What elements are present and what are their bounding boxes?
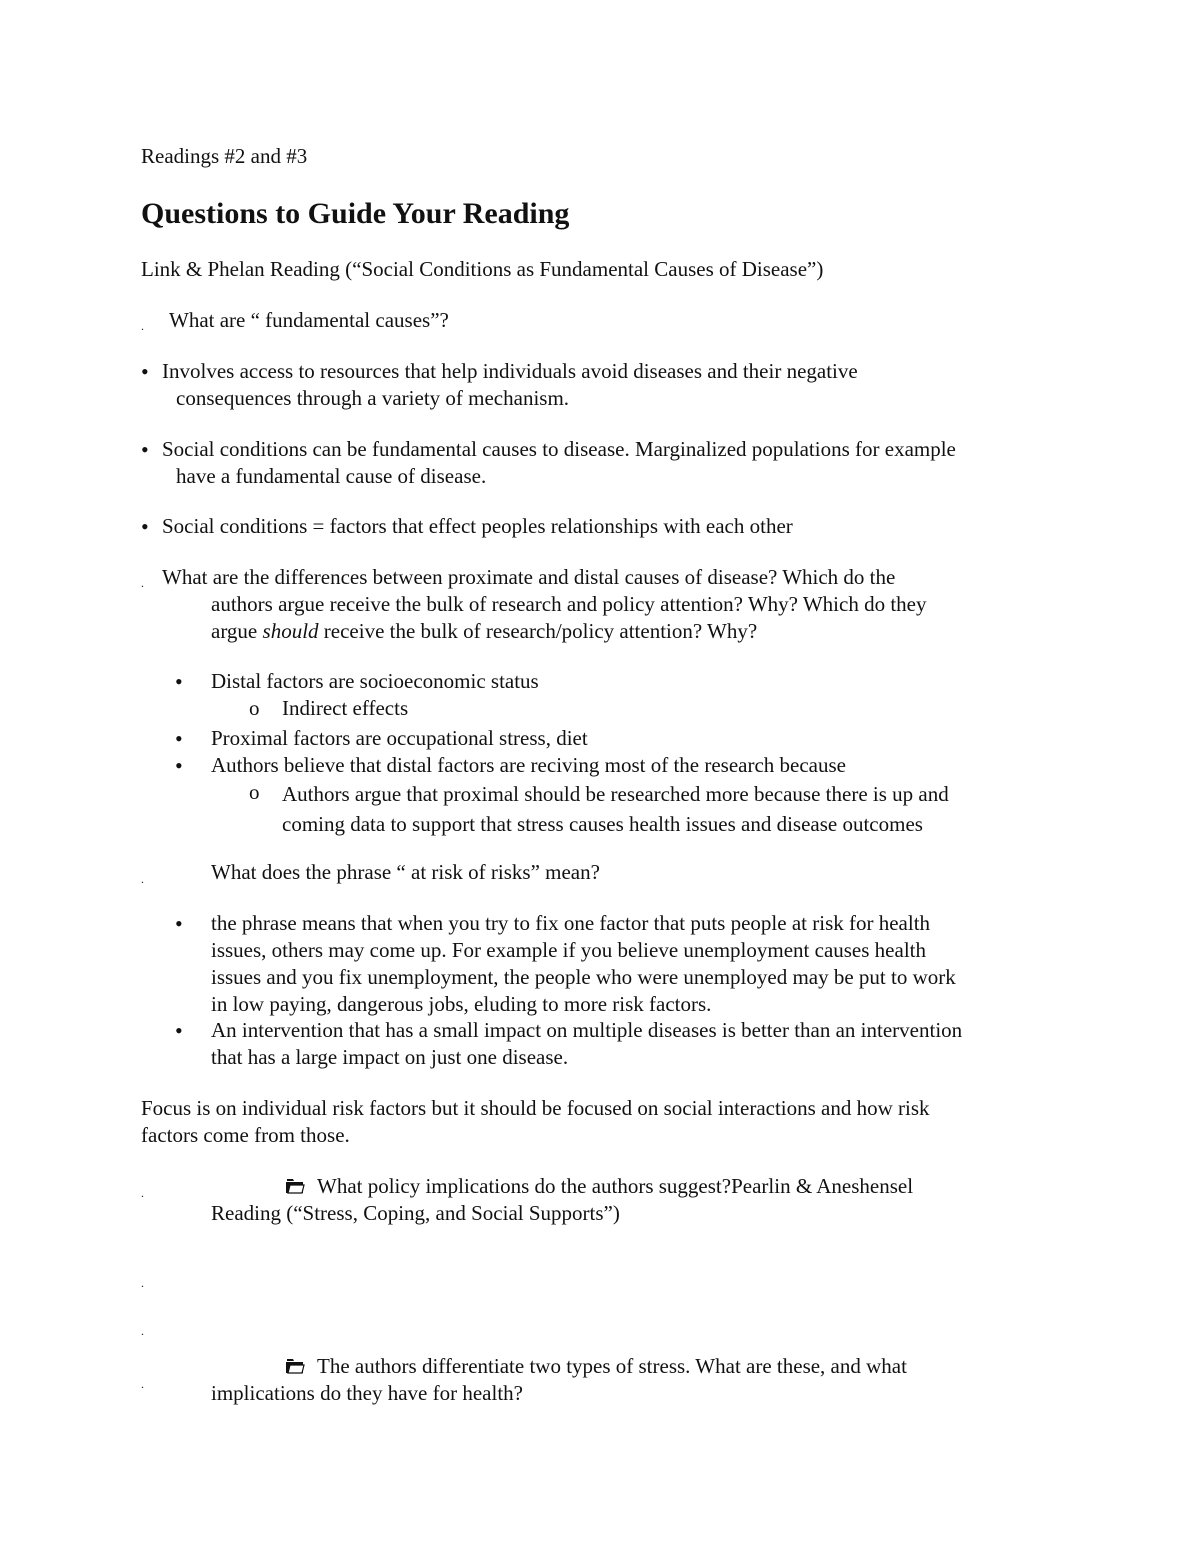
list-marker: .: [141, 1276, 144, 1290]
page-title: Questions to Guide Your Reading: [141, 197, 570, 230]
answer-item: Social conditions can be fundamental causes to disease. Marginalized populations for example have a fundamental cause of disease.: [162, 437, 956, 488]
question-policy-implications: What policy implications do the authors suggest?Pearlin & Aneshensel Reading (“Stress, Coping, and Social Supports”): [211, 1174, 914, 1225]
question-at-risk-of-risks: What does the phrase “ at risk of risks” mean?: [211, 860, 600, 884]
bullet-icon: •: [141, 514, 149, 539]
bullet-icon: •: [175, 726, 183, 751]
answer-item: Social conditions = factors that effect peoples relationships with each other: [162, 514, 793, 538]
sub-bullet-icon: o: [249, 696, 260, 720]
list-marker: .: [141, 1377, 144, 1391]
bullet-icon: •: [141, 359, 149, 384]
answer-item: Authors believe that distal factors are reciving most of the research because: [211, 753, 846, 777]
answer-subitem: Authors argue that proximal should be researched more because there is up and coming data to support that stress causes health issues and disease outcomes: [282, 782, 949, 836]
list-marker: .: [141, 319, 144, 333]
list-marker: .: [141, 872, 144, 886]
question-proximate-distal: What are the differences between proximate and distal causes of disease? Which do the authors argue receive the bulk of research and policy attention? Why? Which do they argue should receive the bulk of research/policy attention? Why?: [162, 565, 927, 643]
focus-paragraph: Focus is on individual risk factors but it should be focused on social interactions and how risk factors come from those.: [141, 1096, 930, 1147]
sub-bullet-icon: o: [249, 780, 260, 804]
folder-icon: [285, 1178, 305, 1194]
answer-item: An intervention that has a small impact on multiple diseases is better than an intervention that has a large impact on just one disease.: [211, 1018, 963, 1069]
list-marker: .: [141, 1186, 144, 1200]
bullet-icon: •: [175, 753, 183, 778]
readings-label: Readings #2 and #3: [141, 144, 308, 168]
answer-item: the phrase means that when you try to fix one factor that puts people at risk for health issues, others may come up. For example if you believe unemployment causes health issues and you fix unemployment, the people who were unemployed may be put to work in low paying, dangerous jobs, eluding to more risk factors.: [211, 911, 956, 1016]
answer-item: Involves access to resources that help individuals avoid diseases and their negative consequences through a variety of mechanism.: [162, 359, 858, 410]
answer-item: Proximal factors are occupational stress, diet: [211, 726, 588, 750]
section-heading-link-phelan: Link & Phelan Reading (“Social Conditions as Fundamental Causes of Disease”): [141, 257, 824, 281]
list-marker: .: [141, 1324, 144, 1338]
bullet-icon: •: [175, 911, 183, 936]
question-fundamental-causes: What are “ fundamental causes”?: [169, 308, 449, 332]
folder-icon: [285, 1358, 305, 1374]
answer-item: Distal factors are socioeconomic status: [211, 669, 539, 693]
answer-subitem: Indirect effects: [282, 696, 409, 720]
bullet-icon: •: [175, 669, 183, 694]
bullet-icon: •: [175, 1018, 183, 1043]
bullet-icon: •: [141, 437, 149, 462]
list-marker: .: [141, 576, 144, 590]
question-two-types-of-stress: The authors differentiate two types of stress. What are these, and what implications do they have for health?: [211, 1354, 907, 1405]
